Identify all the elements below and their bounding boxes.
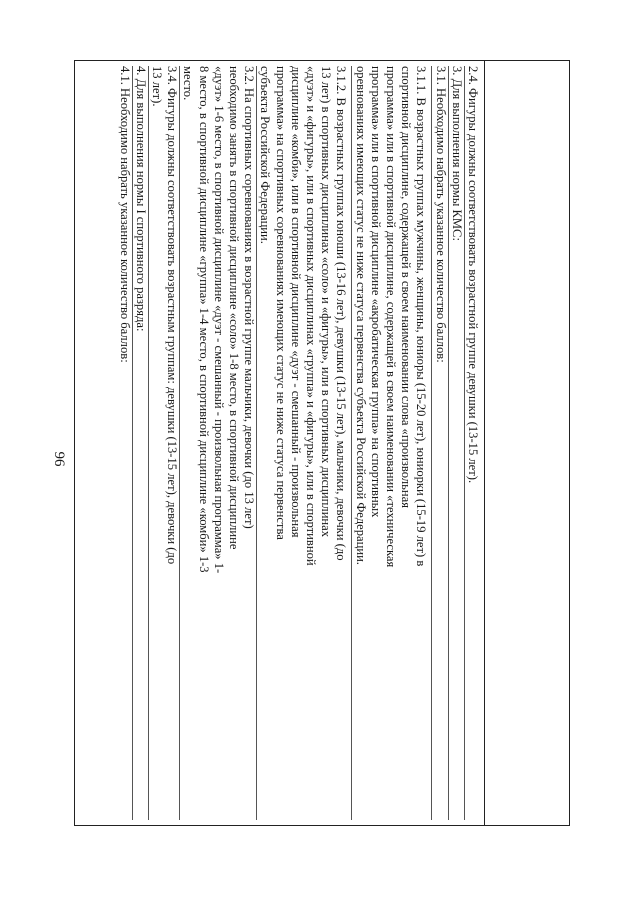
table-row [465, 66, 480, 820]
empty-left-column [484, 60, 570, 826]
text-line: оревнованиях имеющих статус не ниже статуса первенства субъекта Российской Федерации. [353, 66, 368, 565]
text-line: место. [181, 66, 196, 101]
text-line: «дуэт» и «фигуры», или в спортивных дисциплинах «группа» и «фигуры», или в спортивной [303, 66, 318, 566]
text-line: 13 лет). [149, 66, 164, 107]
text-line: 3.1.1. В возрастных группах мужчины, женщины, юниоры (15-20 лет), юниорки (15-19 лет) в [414, 66, 429, 567]
table-row [449, 66, 465, 820]
table-row [352, 66, 432, 820]
text-line: 2.4. Фигуры должны соответствовать возрастной группе девушки (13-15 лет). [466, 66, 480, 484]
text-line: «дуэт» 1-6 место, в спортивной дисциплине «дуэт - смешанный - произвольная программа» 1- [211, 66, 226, 574]
text-line: 8 место, в спортивной дисциплине «группа» 1-4 место, в спортивной дисциплине «комби» 1-3 [196, 66, 211, 573]
text-line: спортивной дисциплине, содержащей в своем наименовании слова «произвольная [399, 66, 414, 509]
text-line: 4. Для выполнения нормы I спортивного разряда: [133, 66, 148, 332]
text-line: 13 лет) в спортивных дисциплинах «соло» и «фигуры», или в спортивных дисциплинах [319, 66, 334, 538]
text-line: 3.2. На спортивных соревнованиях в возрастной группе мальчики, девочки (до 13 лет) [242, 66, 257, 529]
table-row [149, 66, 180, 820]
text-line: субъекта Российской Федерации. [258, 66, 273, 244]
table-row [116, 66, 132, 820]
table-row [257, 66, 352, 820]
table-row [180, 66, 257, 820]
rotated-table-sheet [74, 60, 570, 826]
text-line: 3.1. Необходимо набрать указанное количество баллов: [433, 66, 448, 363]
text-line: программа» или в спортивной дисциплине «акробатическая группа» на спортивных [368, 66, 383, 518]
text-line: 3. Для выполнения нормы КМС: [449, 66, 464, 241]
text-line: дисциплине «комби», или в спортивной дисциплине «дуэт - смешанный - произвольная [288, 66, 303, 538]
page-number: 96 [51, 451, 67, 467]
text-line: программа» или в спортивной дисциплине, содержащей в своем наименовании «техническая [383, 66, 398, 568]
table-row [133, 66, 149, 820]
text-line: 3.4. Фигуры должны соответствовать возрастным группам: девушки (13-15 лет), девочки (до [165, 66, 180, 565]
text-line: необходимо занять в спортивной дисциплине «соло» 1-8 место, в спортивной дисциплине [226, 66, 241, 550]
table-row [432, 66, 448, 820]
text-line: 3.1.2. В возрастных группах юноши (13-16 лет), девушки (13-15 лет), мальчики, девочки (до [334, 66, 349, 561]
text-line: 4.1. Необходимо набрать указанное количество баллов: [117, 66, 132, 363]
text-line: программа» на спортивных соревнованиях имеющих статус не ниже статуса первенства [273, 66, 288, 540]
table-content-column [74, 60, 484, 826]
